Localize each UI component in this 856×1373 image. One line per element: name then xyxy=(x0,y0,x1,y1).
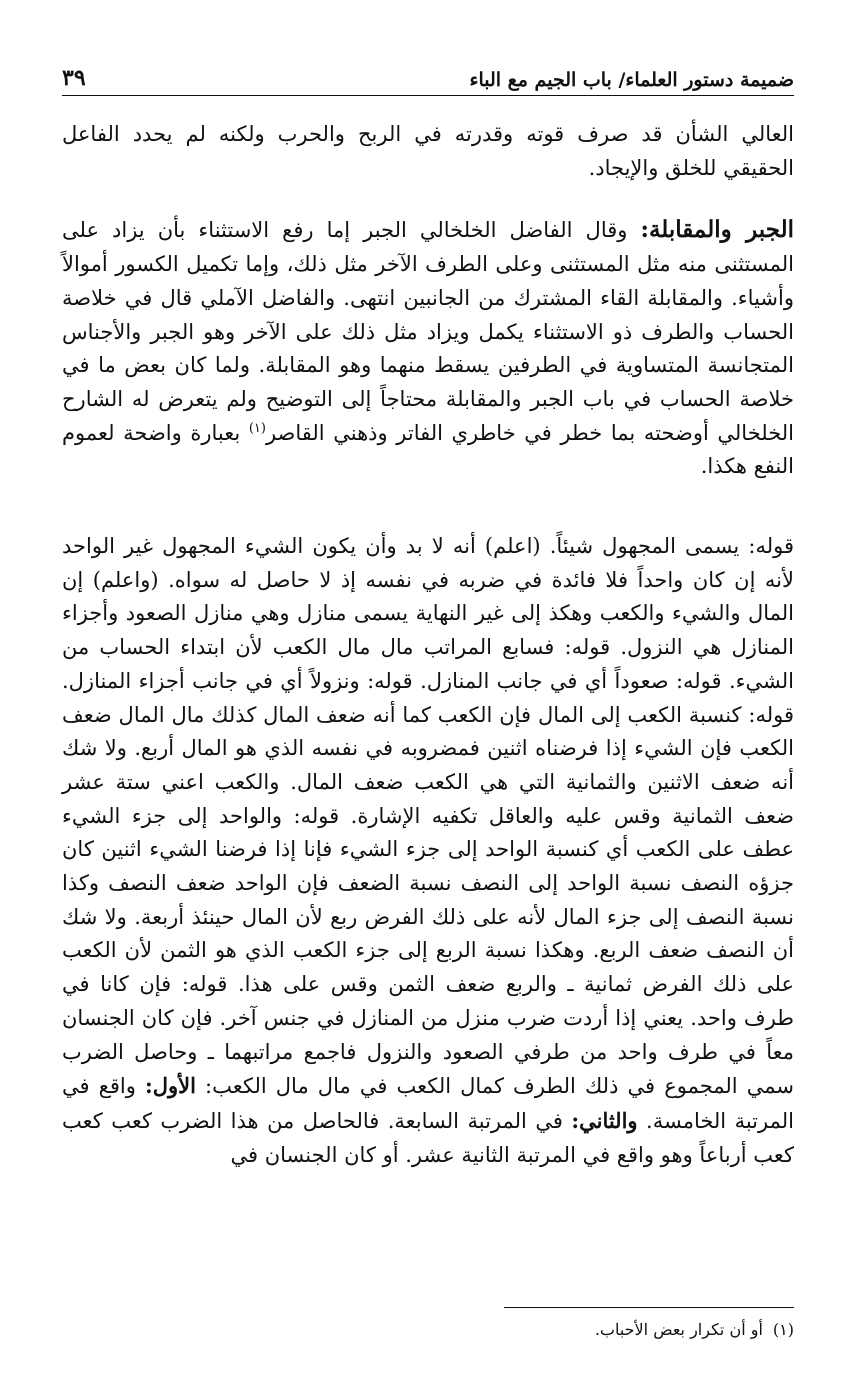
paragraph-2-tail: بعبارة واضحة لعموم النفع هكذا. xyxy=(62,420,794,479)
footnote-number: (١) xyxy=(772,1320,794,1339)
footnote-reference: (١) xyxy=(248,420,266,436)
term-first: الأول: xyxy=(144,1073,196,1099)
paragraph-2 xyxy=(62,213,794,484)
page-header xyxy=(62,56,794,96)
footnote xyxy=(62,1318,794,1342)
paragraph-3-text-2: واقع في المرتبة الخامسة. xyxy=(62,1074,794,1133)
footnote-text: أو أن تكرار بعض الأحباب. xyxy=(594,1320,763,1339)
paragraph-1: العالي الشأن قد صرف قوته وقدرته في الربح والحرب ولكنه لم يحدد الفاعل الحقيقي للخلق والإيجاد. xyxy=(62,122,794,180)
page-number: ٣٩ xyxy=(62,65,86,91)
paragraph-2-text: وقال الفاضل الخلخالي الجبر إما رفع الاستثناء بأن يزاد على المستثنى منه مثل المستثنى وعلى الطرف الآخر مثل ذلك، وإما تكميل الكسور أموالاً وأشياء. والمقابلة القاء المشترك من الجانبين انتهى. والفاضل الآملي قال في خلاصة الحساب والطرف ذو الاستثناء يكمل ويزاد مثل ذلك على الآخر وهو الجبر والأجناس المتجانسة المتساوية في الطرفين يسقط منهما وهو المقابلة. ولما كان بعض ما في خلاصة الحساب في باب الجبر والمقابلة محتاجاً إلى التوضيح ولم يتعرض له الشارح الخلخالي أوضحته بما خطر في خاطري الفاتر وذهني القاصر xyxy=(62,218,794,445)
paragraph-3-text-1: قوله: يسمى المجهول شيئاً. (اعلم) أنه لا بد وأن يكون الشيء المجهول غير الواحد لأنه إن كان واحداً فلا فائدة في ضربه في نفسه إذ لا حاصل له سواه. (واعلم) إن المال والشيء والكعب وهكذ إلى غير النهاية يسمى منازل وهي منازل الصعود وأجزاء المنازل هي النزول. قوله: فسابع المراتب مال مال الكعب لأن ابتداء الحساب من الشيء. قوله: صعوداً أي في جانب المنازل. قوله: ونزولاً أي في جانب أجزاء المنازل. قوله: كنسبة الكعب إلى المال فإن الكعب كما أنه ضعف المال كذلك مال المال ضعف الكعب فإن الشيء إذا فرضناه اثنين فمضروبه في نفسه الذي هو المال أربع. ولا شك أنه ضعف الاثنين والثمانية التي هي الكعب ضعف المال. والكعب اعني ستة عشر ضعف الثمانية وقس عليه والعاقل تكفيه الإشارة. قوله: والواحد إلى جزء الشيء عطف على الكعب أي كنسبة الواحد إلى جزء الشيء فإنا إذا فرضنا الشيء اثنين كان جزؤه النصف نسبة الواحد إلى النصف نسبة الضعف فإن الواحد ضعف النصف وكذا نسبة النصف إلى جزء المال لأنه على ذلك الفرض ربع لأن المال حينئذ أربعة. ولا شك أن النصف ضعف الربع. وهكذا نسبة الربع إلى جزء الكعب الذي هو الثمن لأن الكعب على ذلك الفرض ثمانية ـ والربع ضعف الثمن وقس على هذا. قوله: فإن كانا في طرف واحد. يعني إذا أردت ضرب منزل من المنازل في جنس آخر. فإن كان الجنسان معاً في طرف واحد من طرفي الصعود والنزول فاجمع مراتبهما ـ وحاصل الضرب سمي المجموع في ذلك الطرف كمال الكعب في مال مال الكعب: xyxy=(62,534,794,1099)
term-second: والثاني: xyxy=(571,1107,638,1133)
paragraph-3-text-3: في المرتبة السابعة. فالحاصل من هذا الضرب كعب كعب كعب أرباعاً وهو واقع في المرتبة الثانية عشر. أو كان الجنسان في xyxy=(62,1108,794,1167)
section-term: الجبر والمقابلة: xyxy=(640,216,794,244)
footnote-divider xyxy=(504,1307,794,1308)
paragraph-3 xyxy=(62,530,794,1172)
body-text xyxy=(62,118,794,1172)
running-title: ضميمة دستور العلماء/ باب الجيم مع الباء xyxy=(469,69,794,91)
